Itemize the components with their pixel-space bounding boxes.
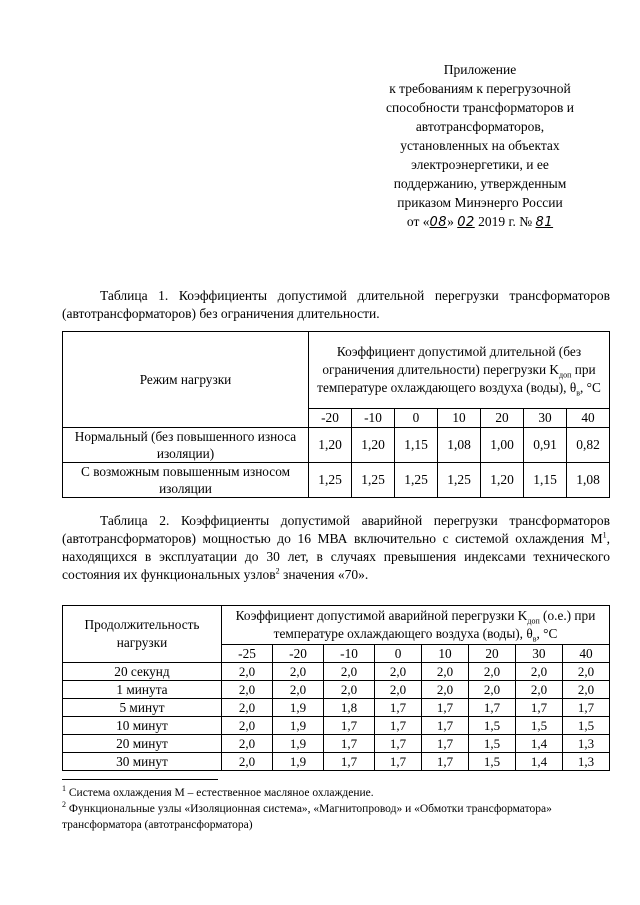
value-cell: 1,25: [395, 463, 438, 498]
table1: [62, 331, 610, 498]
handwritten-order-number: 81: [535, 215, 554, 230]
value-cell: 2,0: [515, 681, 562, 699]
value-cell: 1,7: [324, 735, 375, 753]
duration-cell: 10 минут: [63, 717, 222, 735]
footnote-divider: [62, 779, 218, 780]
appendix-header: [360, 60, 600, 232]
value-cell: 1,20: [481, 463, 524, 498]
temperature-cell: 30: [515, 645, 562, 663]
value-cell: 1,9: [273, 699, 324, 717]
mode-cell: Нормальный (без повышенного износа изоляции): [63, 428, 309, 463]
value-cell: 1,9: [273, 753, 324, 771]
value-cell: 1,9: [273, 717, 324, 735]
value-cell: 1,7: [562, 699, 609, 717]
value-cell: 1,7: [422, 735, 469, 753]
appendix-line: установленных на объектах: [400, 138, 560, 153]
temperature-cell: 0: [395, 409, 438, 428]
temperature-cell: -10: [352, 409, 395, 428]
value-cell: 1,25: [438, 463, 481, 498]
value-cell: 1,7: [375, 699, 422, 717]
table1-header-mode: Режим нагрузки: [63, 332, 309, 428]
appendix-line: способности трансформаторов и: [386, 100, 574, 115]
value-cell: 1,7: [515, 699, 562, 717]
table-row: [63, 463, 610, 498]
temperature-cell: 20: [468, 645, 515, 663]
duration-cell: 1 минута: [63, 681, 222, 699]
table-row: [63, 735, 610, 753]
value-cell: 2,0: [222, 753, 273, 771]
temperature-cell: 40: [567, 409, 610, 428]
value-cell: 2,0: [324, 681, 375, 699]
value-cell: 2,0: [562, 663, 609, 681]
table-row: [63, 753, 610, 771]
table-row: [63, 428, 610, 463]
value-cell: 2,0: [222, 663, 273, 681]
value-cell: 2,0: [273, 681, 324, 699]
mode-cell: С возможным повышенным износом изоляции: [63, 463, 309, 498]
temperature-cell: -25: [222, 645, 273, 663]
value-cell: 2,0: [562, 681, 609, 699]
table2: [62, 605, 610, 771]
value-cell: 1,00: [481, 428, 524, 463]
value-cell: 1,7: [375, 735, 422, 753]
value-cell: 1,3: [562, 735, 609, 753]
value-cell: 0,82: [567, 428, 610, 463]
value-cell: 1,20: [352, 428, 395, 463]
value-cell: 1,7: [324, 717, 375, 735]
appendix-line: к требованиям к перегрузочной: [389, 81, 571, 96]
value-cell: 1,5: [515, 717, 562, 735]
value-cell: 1,4: [515, 735, 562, 753]
handwritten-month: 02: [457, 215, 475, 230]
value-cell: 1,7: [375, 717, 422, 735]
temperature-cell: 40: [562, 645, 609, 663]
value-cell: 1,7: [422, 717, 469, 735]
value-cell: 1,08: [567, 463, 610, 498]
appendix-line: приказом Минэнерго России: [397, 195, 563, 210]
value-cell: 0,91: [524, 428, 567, 463]
handwritten-day: 08: [429, 215, 448, 230]
table2-header-coefficient: Коэффициент допустимой аварийной перегрузки $K_{доп}$ (о.е.) при температуре охлаждающего воздуха (воды), $\theta_в$, °C: [222, 606, 610, 645]
value-cell: 1,25: [352, 463, 395, 498]
temperature-cell: 30: [524, 409, 567, 428]
value-cell: 1,7: [468, 699, 515, 717]
appendix-date-line: от «08» 02 2019 г. № 81: [406, 214, 554, 230]
value-cell: 1,15: [395, 428, 438, 463]
value-cell: 1,25: [309, 463, 352, 498]
appendix-line: автотрансформаторов,: [415, 119, 545, 134]
value-cell: 1,7: [375, 753, 422, 771]
value-cell: 2,0: [375, 663, 422, 681]
value-cell: 2,0: [222, 717, 273, 735]
table-row: [63, 681, 610, 699]
value-cell: 1,3: [562, 753, 609, 771]
value-cell: 1,15: [524, 463, 567, 498]
table-row: [63, 717, 610, 735]
value-cell: 2,0: [422, 681, 469, 699]
temperature-cell: -10: [324, 645, 375, 663]
appendix-line: поддержанию, утвержденным: [393, 176, 567, 191]
value-cell: 2,0: [222, 735, 273, 753]
value-cell: 2,0: [273, 663, 324, 681]
value-cell: 1,5: [468, 735, 515, 753]
table2-header-duration: Продолжительность нагрузки: [63, 606, 222, 663]
duration-cell: 30 минут: [63, 753, 222, 771]
value-cell: 1,7: [422, 753, 469, 771]
table-row: [63, 699, 610, 717]
table1-header-coefficient: Коэффициент допустимой длительной (без ограничения длительности) перегрузки $K_{доп}$ при температуре охлаждающего воздуха (воды), $\theta_в$, °C: [309, 332, 610, 409]
value-cell: 2,0: [515, 663, 562, 681]
value-cell: 1,5: [468, 717, 515, 735]
value-cell: 2,0: [222, 699, 273, 717]
value-cell: 1,7: [422, 699, 469, 717]
footnote-2: $^2$ Функциональные узлы «Изоляционная система», «Магнитопровод» и «Обмотки трансформатора» трансформатора (автотрансформатора): [62, 800, 552, 831]
table1-caption: Таблица 1. Коэффициенты допустимой длительной перегрузки трансформаторов (автотрансформаторов) без ограничения длительности.: [62, 288, 610, 321]
value-cell: 1,9: [273, 735, 324, 753]
duration-cell: 20 минут: [63, 735, 222, 753]
appendix-title: Приложение: [443, 62, 517, 77]
temperature-cell: 10: [438, 409, 481, 428]
value-cell: 2,0: [468, 681, 515, 699]
value-cell: 1,20: [309, 428, 352, 463]
appendix-line: электроэнергетики, и ее: [411, 157, 549, 172]
duration-cell: 20 секунд: [63, 663, 222, 681]
table2-caption: Таблица 2. Коэффициенты допустимой аварийной перегрузки трансформаторов (автотрансформаторов) мощностью до 16 МВА включительно с системой охлаждения $М^1$, находящихся в эксплуатации до 30 лет, в случаях превышения индексами технического состояния их функциональных узлов$^2$ значения «70».: [62, 513, 610, 582]
value-cell: 1,5: [562, 717, 609, 735]
value-cell: 2,0: [324, 663, 375, 681]
temperature-cell: 10: [422, 645, 469, 663]
duration-cell: 5 минут: [63, 699, 222, 717]
value-cell: 1,08: [438, 428, 481, 463]
temperature-cell: 20: [481, 409, 524, 428]
value-cell: 2,0: [422, 663, 469, 681]
temperature-cell: 0: [375, 645, 422, 663]
value-cell: 1,7: [324, 753, 375, 771]
value-cell: 1,4: [515, 753, 562, 771]
value-cell: 2,0: [375, 681, 422, 699]
table-row: [63, 663, 610, 681]
footnote-1: $^1$ Система охлаждения М – естественное масляное охлаждение.: [62, 784, 374, 799]
temperature-cell: -20: [309, 409, 352, 428]
value-cell: 2,0: [468, 663, 515, 681]
value-cell: 1,5: [468, 753, 515, 771]
value-cell: 2,0: [222, 681, 273, 699]
value-cell: 1,8: [324, 699, 375, 717]
temperature-cell: -20: [273, 645, 324, 663]
